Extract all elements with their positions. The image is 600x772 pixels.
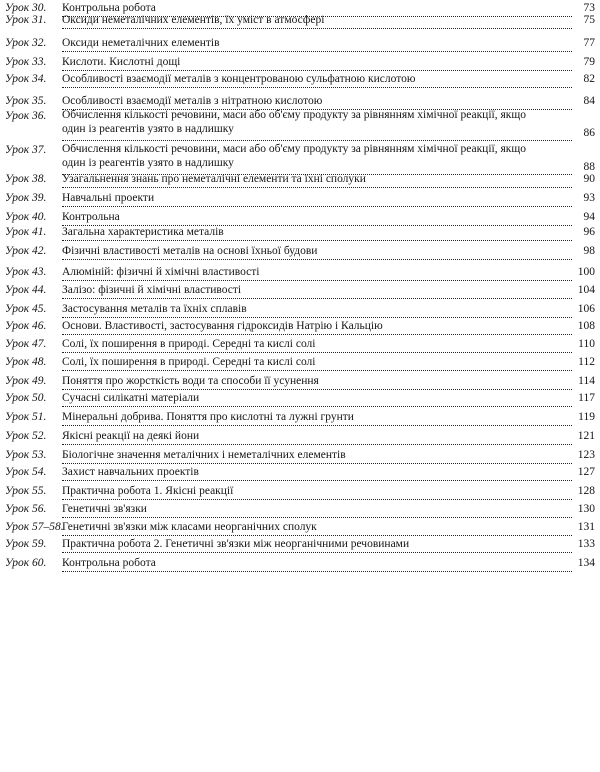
page-number: 93 <box>583 192 595 204</box>
page-number: 94 <box>583 211 595 223</box>
lesson-number: Урок 46. <box>5 320 47 332</box>
dotted-leader <box>62 298 572 299</box>
page-number: 114 <box>578 375 595 387</box>
lesson-title: Поняття про жорсткість води та способи її усунення <box>62 375 319 387</box>
toc-entry <box>0 409 600 427</box>
lesson-number: Урок 39. <box>5 192 47 204</box>
toc-entry <box>0 390 600 408</box>
lesson-number: Урок 36. <box>5 110 47 122</box>
dotted-leader <box>62 87 572 88</box>
lesson-number: Урок 43. <box>5 266 47 278</box>
lesson-number: Урок 31. <box>5 14 47 26</box>
lesson-title: Алюміній: фізичні й хімічні властивості <box>62 266 260 278</box>
lesson-number: Урок 47. <box>5 338 47 350</box>
page-number: 133 <box>577 538 595 550</box>
toc-entry <box>0 190 600 208</box>
page-number: 75 <box>583 14 595 26</box>
dotted-leader <box>62 370 572 371</box>
lesson-title: Якісні реакції на деякі йони <box>62 430 200 442</box>
page-number: 77 <box>583 37 595 49</box>
lesson-number: Урок 54. <box>5 466 47 478</box>
lesson-title: Обчислення кількості речовини, маси або об'єму продукту за рівнянням хімічної реакції, якщо один із реагентів узято в надлишку <box>62 109 526 135</box>
toc-entry <box>0 318 600 336</box>
lesson-number: Урок 33. <box>5 56 47 68</box>
dotted-leader <box>62 334 572 335</box>
toc-entry <box>0 108 600 142</box>
lesson-number: Урок 40. <box>5 211 47 223</box>
lesson-number: Урок 51. <box>5 411 47 423</box>
lesson-number: Урок 48. <box>5 356 47 368</box>
toc-entry <box>0 428 600 446</box>
lesson-title: Сучасні силікатні матеріали <box>62 392 200 404</box>
dotted-leader <box>62 187 572 188</box>
toc-entry <box>0 536 600 554</box>
lesson-title: Контрольна робота <box>62 2 156 14</box>
dotted-leader <box>62 444 572 445</box>
page-number: 117 <box>578 392 595 404</box>
page-number: 82 <box>583 73 595 85</box>
dotted-leader <box>62 140 572 141</box>
lesson-number: Урок 44. <box>5 284 47 296</box>
lesson-title: Оксиди неметалічних елементів, їх уміст в атмосфері <box>62 14 325 26</box>
lesson-number: Урок 37. <box>5 144 47 156</box>
dotted-leader <box>62 480 572 481</box>
lesson-title: Особливості взаємодії металів з нітратною кислотою <box>62 95 323 107</box>
page-number: 108 <box>577 320 595 332</box>
dotted-leader <box>62 259 572 260</box>
lesson-title: Мінеральні добрива. Поняття про кислотні та лужні грунти <box>62 411 354 423</box>
dotted-leader <box>62 406 572 407</box>
lesson-title: Солі, їх поширення в природі. Середні та кислі солі <box>62 338 316 350</box>
lesson-number: Урок 55. <box>5 485 47 497</box>
lesson-number: Урок 49. <box>5 375 47 387</box>
lesson-title: Особливості взаємодії металів з концентрованою сульфатною кислотою <box>62 73 416 85</box>
lesson-title: Загальна характеристика металів <box>62 226 224 238</box>
dotted-leader <box>62 517 572 518</box>
page-number: 104 <box>577 284 595 296</box>
toc-entry <box>0 35 600 53</box>
lesson-number: Урок 50. <box>5 392 47 404</box>
page-number: 110 <box>578 338 595 350</box>
toc-entry <box>0 224 600 242</box>
page-number: 123 <box>577 449 595 461</box>
page-number: 84 <box>583 95 595 107</box>
lesson-title: Узагальнення знань про неметалічні елементи та їхні сполуки <box>62 173 366 185</box>
dotted-leader <box>62 499 572 500</box>
lesson-number: Урок 41. <box>5 226 47 238</box>
lesson-title: Фізичні властивості металів на основі їхньої будови <box>62 245 318 257</box>
lesson-title: Оксиди неметалічних елементів <box>62 37 220 49</box>
lesson-title: Захист навчальних проектів <box>62 466 199 478</box>
toc-entry <box>0 464 600 482</box>
page-number: 128 <box>577 485 595 497</box>
toc-entry <box>0 12 600 30</box>
lesson-title: Контрольна <box>62 211 120 223</box>
lesson-number: Урок 35. <box>5 95 47 107</box>
page-number: 86 <box>583 127 595 139</box>
toc-entry <box>0 54 600 72</box>
page-number: 79 <box>583 56 595 68</box>
dotted-leader <box>62 552 572 553</box>
lesson-number: Урок 38. <box>5 173 47 185</box>
lesson-number: Урок 57–58. <box>5 521 64 533</box>
page-number: 119 <box>578 411 595 423</box>
lesson-title: Обчислення кількості речовини, маси або об'єму продукту за рівнянням хімічної реакції, якщо один із реагентів узято в надлишку <box>62 143 526 169</box>
toc-entry <box>0 282 600 300</box>
page-number: 73 <box>583 2 595 14</box>
page-number: 88 <box>583 161 595 173</box>
dotted-leader <box>62 425 572 426</box>
lesson-title: Генетичні зв'язки між класами неорганічних сполук <box>62 521 317 533</box>
dotted-leader <box>62 28 572 29</box>
page-number: 121 <box>577 430 595 442</box>
lesson-number: Урок 56. <box>5 503 47 515</box>
toc-entry <box>0 555 600 573</box>
dotted-leader <box>62 240 572 241</box>
page-number: 131 <box>577 521 595 533</box>
lesson-number: Урок 52. <box>5 430 47 442</box>
dotted-leader <box>62 280 572 281</box>
toc-entry <box>0 483 600 501</box>
lesson-title: Солі, їх поширення в природі. Середні та кислі солі <box>62 356 316 368</box>
lesson-number: Урок 45. <box>5 303 47 315</box>
lesson-number: Урок 42. <box>5 245 47 257</box>
lesson-title: Практична робота 2. Генетичні зв'язки між неорганічними речовинами <box>62 538 410 550</box>
dotted-leader <box>62 206 572 207</box>
lesson-title: Практична робота 1. Якісні реакції <box>62 485 234 497</box>
lesson-title: Контрольна робота <box>62 557 156 569</box>
toc-entry <box>0 243 600 261</box>
page-number: 98 <box>583 245 595 257</box>
lesson-number: Урок 53. <box>5 449 47 461</box>
page-number: 106 <box>577 303 595 315</box>
lesson-number: Урок 30. <box>5 2 47 14</box>
dotted-leader <box>62 571 572 572</box>
lesson-title: Застосування металів та їхніх сплавів <box>62 303 247 315</box>
lesson-title: Залізо: фізичні й хімічні властивості <box>62 284 242 296</box>
page-number: 96 <box>583 226 595 238</box>
page-number: 127 <box>577 466 595 478</box>
lesson-number: Урок 59. <box>5 538 47 550</box>
toc-entry <box>0 264 600 282</box>
toc-entry <box>0 373 600 391</box>
page-number: 134 <box>577 557 595 569</box>
page-number: 100 <box>577 266 595 278</box>
page-number: 112 <box>578 356 595 368</box>
lesson-title: Кислоти. Кислотні дощі <box>62 56 181 68</box>
toc-entry <box>0 171 600 189</box>
lesson-number: Урок 32. <box>5 37 47 49</box>
toc-entry <box>0 301 600 319</box>
lesson-title: Генетичні зв'язки <box>62 503 147 515</box>
toc-entry <box>0 354 600 372</box>
lesson-title: Біологічне значення металічних і неметалічних елементів <box>62 449 346 461</box>
lesson-title: Навчальні проекти <box>62 192 155 204</box>
page-number: 130 <box>577 503 595 515</box>
toc-entry <box>0 519 600 537</box>
toc-entry <box>0 447 600 465</box>
lesson-number: Урок 60. <box>5 557 47 569</box>
dotted-leader <box>62 51 572 52</box>
toc-entry <box>0 336 600 354</box>
dotted-leader <box>62 352 572 353</box>
lesson-title: Основи. Властивості, застосування гідроксидів Натрію і Кальцію <box>62 320 383 332</box>
lesson-number: Урок 34. <box>5 73 47 85</box>
page-number: 90 <box>583 173 595 185</box>
toc-entry <box>0 71 600 89</box>
toc-entry <box>0 501 600 519</box>
